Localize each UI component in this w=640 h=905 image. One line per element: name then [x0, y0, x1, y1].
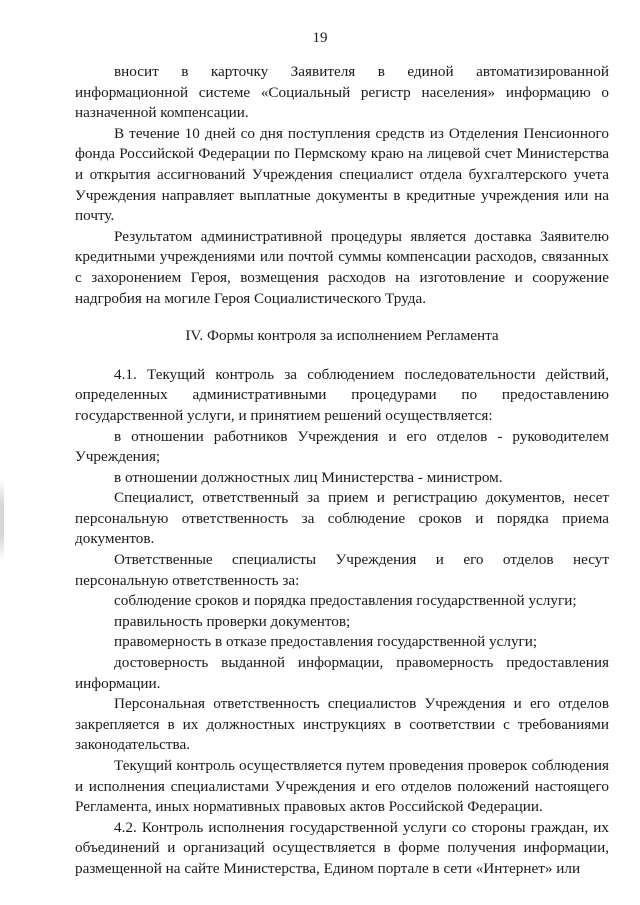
list-item: правильность проверки документов; [114, 612, 351, 630]
paragraph: Персональная ответственность специалистов Учреждения и его отделов закрепляется в их должностных инструкциях в соответствии с требованиями законодательства. [75, 695, 609, 754]
paragraph: Специалист, ответственный за прием и регистрацию документов, несет персональную ответственность за соблюдение сроков и порядка приема документов. [75, 489, 609, 548]
list-item: соблюдение сроков и порядка предоставления государственной услуги; [114, 592, 577, 610]
section-heading: IV. Формы контроля за исполнением Регламента [185, 327, 499, 345]
list-item: достоверность выданной информации, правомерность предоставления информации. [75, 654, 609, 692]
paragraph: Ответственные специалисты Учреждения и его отделов несут персональную ответственность за: [75, 551, 609, 589]
paragraph: в отношении должностных лиц Министерства - министром. [114, 468, 503, 486]
paragraph: в отношении работников Учреждения и его отделов - руководителем Учреждения; [75, 427, 609, 466]
paragraph: Результатом административной процедуры является доставка Заявителю кредитными учреждениями или почтой суммы компенсации расходов, связанных с захоронением Героя, возмещения расходов на изготовление и сооружение надгробия на могиле Героя Социалистического Труда. [75, 227, 609, 307]
page-number: 19 [312, 30, 328, 46]
paragraph: В течение 10 дней со дня поступления средств из Отделения Пенсионного фонда Российской Федерации по Пермскому краю на лицевой счет Министерства и открытия ассигнований Учреждения специалист отдела бухгалтерского учета Учреждения направляет выплатные документы в кредитные учреждения или на почту. [75, 124, 609, 225]
scan-edge-mark [0, 480, 4, 560]
paragraph: 4.1. Текущий контроль за соблюдением последовательности действий, определенных административными процедурами по предоставлению государственной услуги, и принятием решений осуществляется: [75, 365, 609, 424]
paragraph: вносит в карточку Заявителя в единой автоматизированной информационной системе «Социальный регистр населения» информацию о назначенной компенсации. [75, 63, 609, 122]
document-body [75, 62, 609, 880]
paragraph: Текущий контроль осуществляется путем проведения проверок соблюдения и исполнения специалистами Учреждения и его отделов положений настоящего Регламента, иных нормативных правовых актов Российской Федерации. [75, 757, 609, 816]
list-item: правомерность в отказе предоставления государственной услуги; [114, 633, 538, 651]
paragraph: 4.2. Контроль исполнения государственной услуги со стороны граждан, их объединений и организаций осуществляется в форме получения информации, размещенной на сайте Министерства, Едином портале в сети «Интернет» или [75, 818, 609, 877]
